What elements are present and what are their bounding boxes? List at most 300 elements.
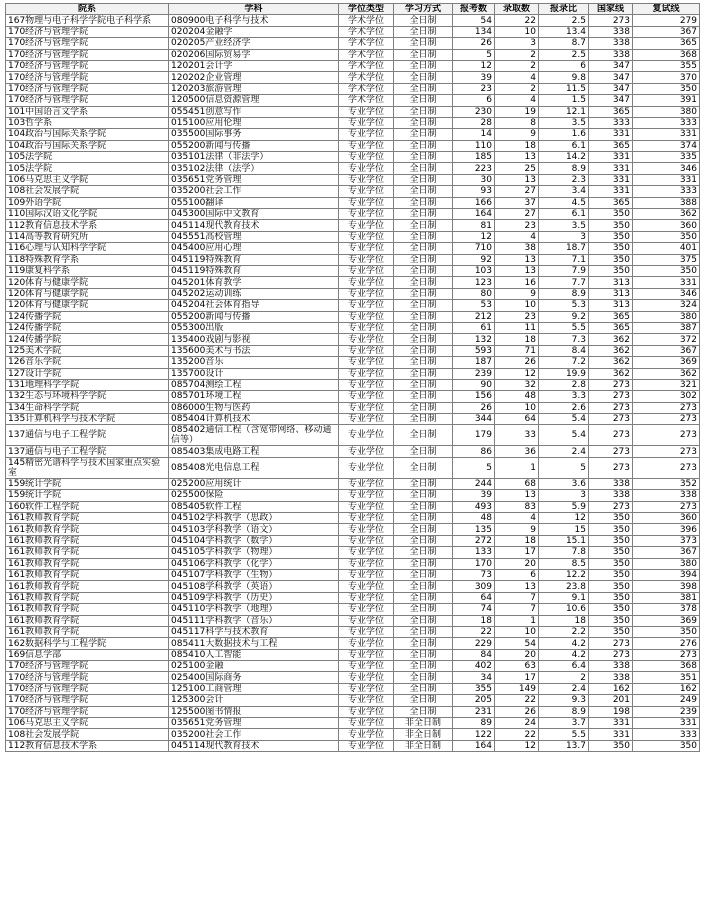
cell-national-line: 313 [589,277,633,288]
cell-retest-line: 360 [633,513,700,524]
cell-retest-line: 273 [633,501,700,512]
cell-admitted: 26 [495,357,539,368]
cell-degree-type: 专业学位 [339,547,394,558]
cell-study-mode: 非全日制 [394,740,453,751]
table-row [6,524,700,535]
cell-ratio: 5.4 [539,414,589,425]
cell-admitted: 17 [495,672,539,683]
table-row [6,15,700,26]
cell-ratio: 2.4 [539,446,589,457]
cell-ratio: 10.6 [539,604,589,615]
cell-subject: 120203旅游管理 [169,83,339,94]
cell-study-mode: 全日制 [394,604,453,615]
table-row [6,569,700,580]
cell-degree-type: 专业学位 [339,174,394,185]
cell-national-line: 350 [589,209,633,220]
cell-study-mode: 全日制 [394,402,453,413]
cell-study-mode: 全日制 [394,672,453,683]
cell-department: 170经济与管理学院 [6,38,169,49]
cell-study-mode: 全日制 [394,391,453,402]
cell-national-line: 201 [589,695,633,706]
table-row [6,60,700,71]
cell-subject: 085408光电信息工程 [169,457,339,478]
cell-admitted: 64 [495,414,539,425]
cell-retest-line: 355 [633,60,700,71]
cell-applicants: 272 [453,535,495,546]
cell-admitted: 36 [495,446,539,457]
cell-subject: 025100金融 [169,661,339,672]
cell-study-mode: 全日制 [394,513,453,524]
cell-applicants: 239 [453,368,495,379]
cell-department: 161教师教育学院 [6,615,169,626]
cell-retest-line: 367 [633,26,700,37]
cell-admitted: 27 [495,186,539,197]
cell-retest-line: 331 [633,277,700,288]
cell-national-line: 362 [589,345,633,356]
cell-national-line: 365 [589,311,633,322]
cell-retest-line: 333 [633,186,700,197]
cell-applicants: 187 [453,357,495,368]
cell-study-mode: 全日制 [394,117,453,128]
cell-department: 108社会发展学院 [6,186,169,197]
header-cell-national-line: 国家线 [589,4,633,15]
cell-applicants: 229 [453,638,495,649]
cell-retest-line: 350 [633,626,700,637]
cell-subject: 120202企业管理 [169,72,339,83]
cell-ratio: 3.7 [539,718,589,729]
cell-study-mode: 全日制 [394,446,453,457]
cell-applicants: 223 [453,163,495,174]
cell-department: 105法学院 [6,152,169,163]
cell-ratio: 3.5 [539,220,589,231]
cell-subject: 020204金融学 [169,26,339,37]
cell-retest-line: 346 [633,288,700,299]
cell-department: 159统计学院 [6,490,169,501]
cell-subject: 045104学科教学（数学） [169,535,339,546]
cell-department: 161教师教育学院 [6,524,169,535]
cell-national-line: 365 [589,140,633,151]
cell-applicants: 23 [453,83,495,94]
cell-ratio: 7.9 [539,265,589,276]
cell-department: 161教师教育学院 [6,569,169,580]
cell-department: 120体育与健康学院 [6,277,169,288]
cell-degree-type: 专业学位 [339,277,394,288]
cell-admitted: 22 [495,729,539,740]
cell-subject: 045105学科教学（物理） [169,547,339,558]
cell-admitted: 32 [495,379,539,390]
table-row [6,379,700,390]
table-row [6,72,700,83]
table-row [6,357,700,368]
cell-national-line: 331 [589,186,633,197]
cell-subject: 085701环境工程 [169,391,339,402]
cell-department: 124传播学院 [6,322,169,333]
cell-applicants: 5 [453,49,495,60]
cell-admitted: 23 [495,220,539,231]
cell-department: 160软件工程学院 [6,501,169,512]
cell-degree-type: 专业学位 [339,186,394,197]
table-body [6,15,700,752]
cell-admitted: 9 [495,129,539,140]
cell-retest-line: 321 [633,379,700,390]
cell-study-mode: 全日制 [394,311,453,322]
cell-national-line: 347 [589,83,633,94]
cell-ratio: 8.9 [539,706,589,717]
cell-subject: 025500保险 [169,490,339,501]
header-row [6,4,700,15]
cell-degree-type: 专业学位 [339,513,394,524]
cell-degree-type: 专业学位 [339,311,394,322]
cell-retest-line: 273 [633,457,700,478]
cell-national-line: 347 [589,72,633,83]
cell-national-line: 350 [589,740,633,751]
cell-study-mode: 全日制 [394,569,453,580]
cell-applicants: 61 [453,322,495,333]
cell-subject: 120500信息资源管理 [169,95,339,106]
cell-ratio: 5.3 [539,300,589,311]
cell-national-line: 350 [589,569,633,580]
cell-department: 118特殊教育学系 [6,254,169,265]
cell-ratio: 15 [539,524,589,535]
cell-ratio: 3.4 [539,186,589,197]
cell-national-line: 350 [589,231,633,242]
header-cell-study-mode: 学习方式 [394,4,453,15]
cell-study-mode: 全日制 [394,334,453,345]
header-cell-admitted: 录取数 [495,4,539,15]
cell-subject: 045111学科教学（音乐） [169,615,339,626]
cell-national-line: 273 [589,402,633,413]
cell-national-line: 273 [589,446,633,457]
cell-national-line: 273 [589,15,633,26]
cell-admitted: 13 [495,490,539,501]
cell-subject: 035101法律（非法学） [169,152,339,163]
cell-degree-type: 专业学位 [339,672,394,683]
cell-national-line: 198 [589,706,633,717]
cell-admitted: 13 [495,152,539,163]
cell-retest-line: 273 [633,402,700,413]
cell-admitted: 22 [495,695,539,706]
cell-admitted: 4 [495,95,539,106]
cell-degree-type: 专业学位 [339,649,394,660]
cell-degree-type: 专业学位 [339,729,394,740]
cell-national-line: 273 [589,457,633,478]
cell-retest-line: 351 [633,672,700,683]
cell-subject: 055200新闻与传播 [169,311,339,322]
table-row [6,345,700,356]
table-row [6,197,700,208]
cell-study-mode: 全日制 [394,209,453,220]
cell-subject: 135400戏剧与影视 [169,334,339,345]
cell-ratio: 13.4 [539,26,589,37]
cell-admitted: 4 [495,231,539,242]
cell-applicants: 18 [453,615,495,626]
cell-subject: 135600美术与书法 [169,345,339,356]
cell-study-mode: 全日制 [394,490,453,501]
cell-degree-type: 学术学位 [339,49,394,60]
cell-applicants: 64 [453,592,495,603]
cell-national-line: 350 [589,604,633,615]
cell-applicants: 710 [453,243,495,254]
cell-applicants: 103 [453,265,495,276]
cell-national-line: 162 [589,683,633,694]
cell-applicants: 179 [453,425,495,446]
cell-retest-line: 367 [633,547,700,558]
cell-ratio: 18.7 [539,243,589,254]
cell-retest-line: 350 [633,265,700,276]
cell-subject: 045400应用心理 [169,243,339,254]
table-row [6,117,700,128]
cell-applicants: 135 [453,524,495,535]
cell-applicants: 12 [453,60,495,71]
cell-retest-line: 333 [633,117,700,128]
cell-subject: 055100翻译 [169,197,339,208]
cell-ratio: 5 [539,457,589,478]
cell-degree-type: 专业学位 [339,490,394,501]
cell-department: 125美术学院 [6,345,169,356]
cell-degree-type: 专业学位 [339,425,394,446]
cell-retest-line: 394 [633,569,700,580]
cell-study-mode: 全日制 [394,186,453,197]
cell-national-line: 350 [589,535,633,546]
cell-applicants: 156 [453,391,495,402]
cell-subject: 020205产业经济学 [169,38,339,49]
cell-retest-line: 350 [633,231,700,242]
cell-applicants: 355 [453,683,495,694]
cell-department: 170经济与管理学院 [6,695,169,706]
cell-degree-type: 专业学位 [339,322,394,333]
cell-national-line: 350 [589,558,633,569]
table-row [6,368,700,379]
cell-retest-line: 388 [633,197,700,208]
cell-applicants: 26 [453,38,495,49]
cell-study-mode: 全日制 [394,615,453,626]
cell-ratio: 9.2 [539,311,589,322]
cell-ratio: 8.4 [539,345,589,356]
cell-subject: 045106学科教学（化学） [169,558,339,569]
cell-applicants: 48 [453,513,495,524]
cell-degree-type: 专业学位 [339,402,394,413]
cell-study-mode: 非全日制 [394,729,453,740]
header-cell-applicants: 报考数 [453,4,495,15]
cell-study-mode: 全日制 [394,357,453,368]
cell-admitted: 54 [495,638,539,649]
cell-department: 145精密光谱科学与技术国家重点实验室 [6,457,169,478]
cell-retest-line: 380 [633,106,700,117]
cell-retest-line: 276 [633,638,700,649]
cell-department: 104政治与国际关系学院 [6,140,169,151]
table-row [6,661,700,672]
table-row [6,277,700,288]
cell-study-mode: 全日制 [394,38,453,49]
cell-degree-type: 专业学位 [339,368,394,379]
cell-retest-line: 352 [633,478,700,489]
cell-national-line: 365 [589,197,633,208]
cell-national-line: 273 [589,649,633,660]
table-row [6,209,700,220]
cell-retest-line: 273 [633,446,700,457]
cell-subject: 045114现代教育技术 [169,220,339,231]
cell-applicants: 166 [453,197,495,208]
cell-degree-type: 专业学位 [339,265,394,276]
table-row [6,558,700,569]
cell-ratio: 3 [539,490,589,501]
cell-study-mode: 全日制 [394,49,453,60]
cell-national-line: 338 [589,672,633,683]
cell-admitted: 11 [495,322,539,333]
cell-ratio: 2.5 [539,49,589,60]
cell-admitted: 20 [495,649,539,660]
table-row [6,501,700,512]
cell-admitted: 18 [495,140,539,151]
cell-ratio: 6 [539,60,589,71]
cell-subject: 025400国际商务 [169,672,339,683]
cell-study-mode: 全日制 [394,15,453,26]
cell-department: 170经济与管理学院 [6,706,169,717]
cell-applicants: 34 [453,672,495,683]
cell-national-line: 331 [589,163,633,174]
cell-retest-line: 375 [633,254,700,265]
table-row [6,49,700,60]
cell-subject: 055451创意写作 [169,106,339,117]
cell-admitted: 2 [495,83,539,94]
cell-retest-line: 362 [633,209,700,220]
admission-stats-table [5,3,700,752]
table-row [6,83,700,94]
cell-applicants: 81 [453,220,495,231]
cell-national-line: 350 [589,513,633,524]
table-row [6,649,700,660]
cell-degree-type: 专业学位 [339,231,394,242]
cell-department: 159统计学院 [6,478,169,489]
table-row [6,740,700,751]
cell-subject: 125300会计 [169,695,339,706]
cell-national-line: 362 [589,357,633,368]
cell-subject: 045300国际中文教育 [169,209,339,220]
cell-subject: 045201体育教学 [169,277,339,288]
cell-applicants: 309 [453,581,495,592]
cell-degree-type: 专业学位 [339,661,394,672]
cell-ratio: 6.4 [539,661,589,672]
table-row [6,706,700,717]
cell-admitted: 25 [495,163,539,174]
cell-degree-type: 专业学位 [339,535,394,546]
cell-department: 169信息学部 [6,649,169,660]
cell-subject: 085404计算机技术 [169,414,339,425]
cell-national-line: 350 [589,547,633,558]
cell-department: 137通信与电子工程学院 [6,446,169,457]
cell-degree-type: 学术学位 [339,38,394,49]
cell-degree-type: 专业学位 [339,706,394,717]
cell-study-mode: 全日制 [394,345,453,356]
cell-ratio: 4.2 [539,638,589,649]
cell-applicants: 92 [453,254,495,265]
cell-national-line: 350 [589,524,633,535]
cell-department: 161教师教育学院 [6,558,169,569]
cell-admitted: 1 [495,615,539,626]
cell-subject: 045119特殊教育 [169,265,339,276]
cell-retest-line: 273 [633,425,700,446]
cell-degree-type: 专业学位 [339,129,394,140]
cell-admitted: 38 [495,243,539,254]
table-row [6,581,700,592]
cell-national-line: 338 [589,661,633,672]
cell-ratio: 5.9 [539,501,589,512]
cell-applicants: 5 [453,457,495,478]
cell-subject: 045119特殊教育 [169,254,339,265]
cell-subject: 025200应用统计 [169,478,339,489]
cell-subject: 035102法律（法学） [169,163,339,174]
header-cell-ratio: 报录比 [539,4,589,15]
cell-retest-line: 391 [633,95,700,106]
cell-retest-line: 374 [633,140,700,151]
cell-applicants: 402 [453,661,495,672]
cell-applicants: 170 [453,558,495,569]
cell-retest-line: 338 [633,490,700,501]
cell-ratio: 2.5 [539,15,589,26]
table-row [6,414,700,425]
cell-degree-type: 专业学位 [339,569,394,580]
cell-degree-type: 专业学位 [339,391,394,402]
cell-ratio: 2.4 [539,683,589,694]
cell-study-mode: 全日制 [394,95,453,106]
cell-admitted: 13 [495,581,539,592]
cell-subject: 085704测绘工程 [169,379,339,390]
cell-ratio: 18 [539,615,589,626]
cell-department: 109外语学院 [6,197,169,208]
cell-national-line: 313 [589,300,633,311]
cell-national-line: 338 [589,478,633,489]
cell-department: 120体育与健康学院 [6,300,169,311]
table-row [6,38,700,49]
cell-department: 112教育信息技术学系 [6,740,169,751]
table-row [6,220,700,231]
cell-national-line: 273 [589,638,633,649]
cell-study-mode: 全日制 [394,72,453,83]
cell-ratio: 5.4 [539,425,589,446]
cell-national-line: 338 [589,38,633,49]
table-row [6,300,700,311]
cell-study-mode: 全日制 [394,547,453,558]
cell-department: 162数据科学与工程学院 [6,638,169,649]
cell-admitted: 22 [495,15,539,26]
cell-admitted: 12 [495,740,539,751]
cell-degree-type: 专业学位 [339,152,394,163]
cell-subject: 015100应用伦理 [169,117,339,128]
cell-applicants: 593 [453,345,495,356]
cell-subject: 125100工商管理 [169,683,339,694]
cell-national-line: 347 [589,60,633,71]
cell-retest-line: 378 [633,604,700,615]
cell-admitted: 2 [495,60,539,71]
cell-subject: 045110学科教学（地理） [169,604,339,615]
table-row [6,140,700,151]
cell-admitted: 17 [495,547,539,558]
cell-retest-line: 367 [633,345,700,356]
cell-subject: 045102学科教学（思政） [169,513,339,524]
cell-study-mode: 全日制 [394,243,453,254]
cell-national-line: 338 [589,26,633,37]
table-row [6,391,700,402]
cell-study-mode: 全日制 [394,163,453,174]
cell-study-mode: 全日制 [394,638,453,649]
cell-admitted: 9 [495,288,539,299]
cell-admitted: 10 [495,626,539,637]
cell-admitted: 48 [495,391,539,402]
cell-retest-line: 372 [633,334,700,345]
cell-ratio: 23.8 [539,581,589,592]
cell-applicants: 110 [453,140,495,151]
cell-degree-type: 专业学位 [339,581,394,592]
